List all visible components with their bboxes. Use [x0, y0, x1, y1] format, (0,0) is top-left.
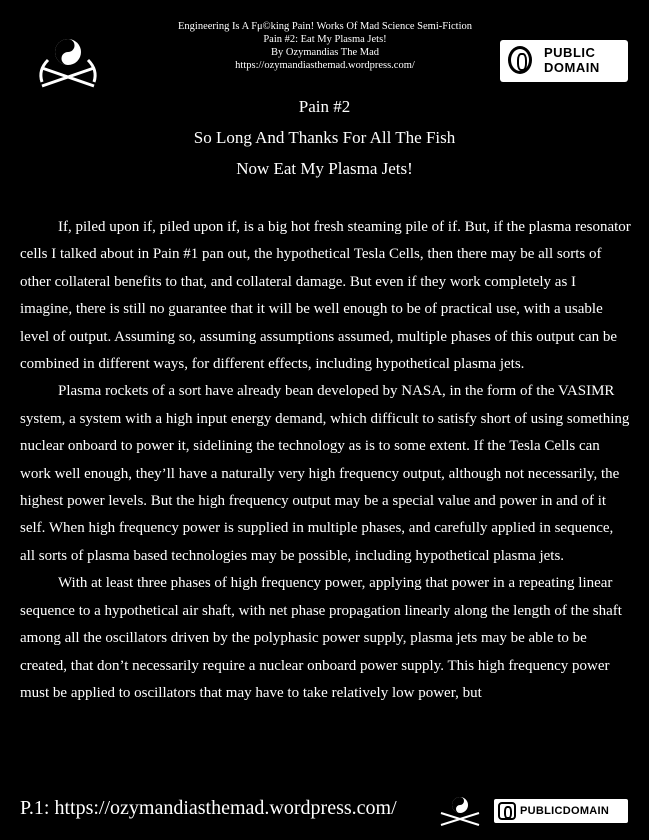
header-text	[150, 20, 500, 72]
title-line-1: Pain #2	[298, 97, 351, 116]
paragraph: If, piled upon if, piled upon if, is a big hot fresh steaming pile of if. But, if the plasma resonator cells I talked about in Pain #1 pan out, the hypothetical Tesla Cells, then there may be all sorts of other collateral benefits to that, and collateral damage. But even if they work completely as I imagine, there is still no guarantee that it will be well enough to be of practical use, with a usable level of output. Assuming so, assuming assumptions assumed, multiple phases of this output can be combined in different ways, for different effects, including hypothetical plasma jets.	[20, 219, 631, 373]
public-domain-footer-badge	[494, 799, 628, 823]
body-text	[20, 214, 631, 707]
blog-url[interactable]: https://ozymandiasthemad.wordpress.com/	[235, 60, 415, 71]
badge-line-1: PUBLIC	[544, 45, 596, 60]
page-header	[0, 18, 649, 78]
public-domain-badge	[500, 40, 628, 82]
footer-page-url[interactable]: P.1: https://ozymandiasthemad.wordpress.com/	[20, 797, 397, 819]
title-line-3: Now Eat My Plasma Jets!	[236, 159, 413, 178]
title-line-2: So Long And Thanks For All The Fish	[193, 128, 456, 147]
series-title: Engineering Is A Fμ©king Pain! Works Of Mad Science Semi-Fiction	[178, 21, 472, 32]
episode-title: Pain #2: Eat My Plasma Jets!	[263, 34, 387, 45]
paragraph: Plasma rockets of a sort have already bean developed by NASA, in the form of the VASIMR system, a system with a high input energy demand, which difficult to satisfy short of using something nuclear onboard to power it, sidelining the technology as is to some extent. If the Tesla Cells can work well enough, they’ll have a naturally very high frequency output, although not necessarily, the highest power levels. But the high frequency output may be a special value and power in and of it self. When high frequency power is supplied in multiple phases, and carefully applied in sequence, all sorts of plasma based technologies may be possible, including hypothetical plasma jets.	[20, 383, 630, 564]
jolly-roger-footer-icon	[437, 793, 483, 829]
author: By Ozymandias The Mad	[271, 47, 379, 58]
paragraph: With at least three phases of high frequency power, applying that power in a repeating linear sequence to a hypothetical air shaft, with net phase propagation linearly along the length of the shaft among all the oscillators driven by the polyphasic power supply, plasma jets may be able to be created, that don’t necessarily require a nuclear onboard power supply. This high frequency power must be applied to oscillators that may have to take relatively low power, but	[20, 575, 622, 701]
jolly-roger-logo-icon	[36, 30, 100, 94]
public-domain-footer-icon	[498, 802, 516, 820]
public-domain-icon	[508, 46, 532, 74]
footer-badge-text: PUBLICDOMAIN	[520, 805, 610, 817]
badge-line-2: DOMAIN	[544, 60, 600, 75]
title-block	[0, 91, 649, 184]
